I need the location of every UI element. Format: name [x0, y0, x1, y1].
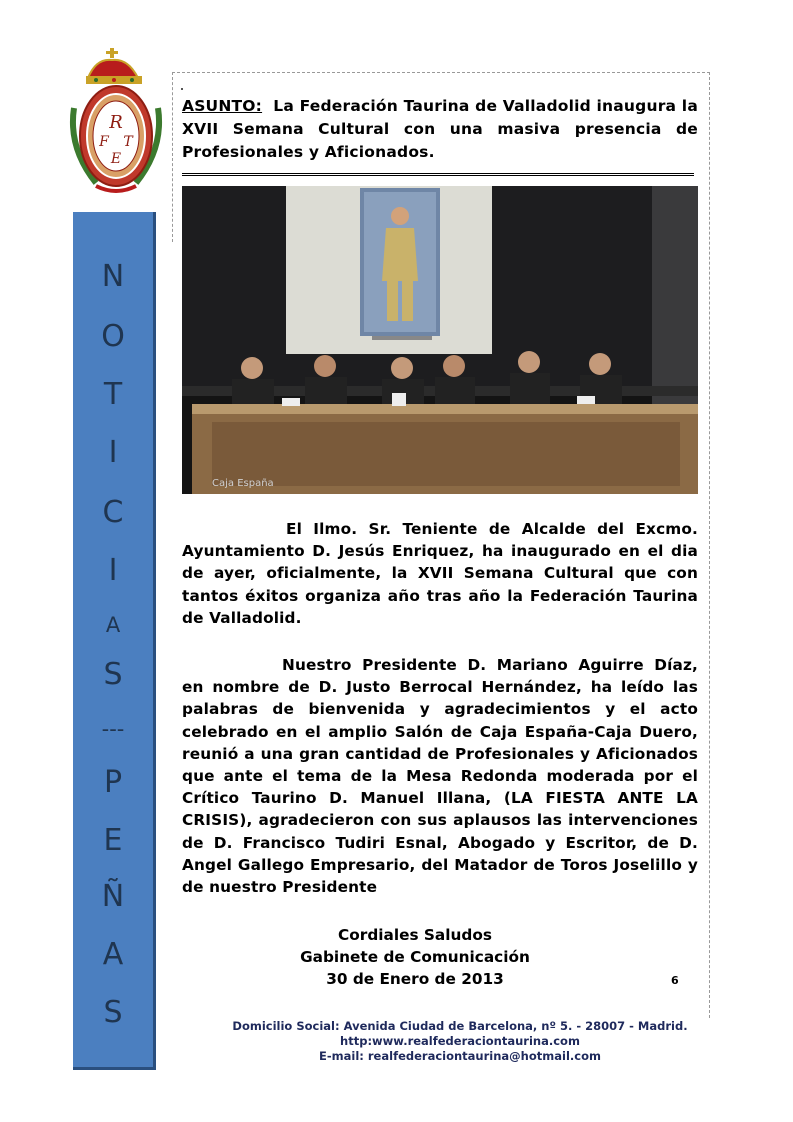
conference-photo-icon — [182, 186, 698, 494]
banner-letter: S — [103, 657, 123, 692]
photo-caption: Caja España — [212, 478, 274, 489]
crown-icon — [86, 48, 142, 84]
banner-letter: P — [103, 765, 123, 800]
footer-website[interactable]: http:www.realfederaciontaurina.com — [340, 1034, 580, 1048]
paragraph-1: El Ilmo. Sr. Teniente de Alcalde del Excmo. Ayuntamiento D. Jesús Enriquez, ha inaugurado en el dia de ayer, oficialmente, la XVII Semana Cultural que con tantos éxitos organiza año tras año la Federación Taurina de Valladolid. — [182, 520, 698, 627]
banner-letter: I — [108, 553, 118, 588]
banner-letter: A — [105, 613, 121, 637]
page-number: 6 — [671, 974, 679, 987]
emblem-letter: R — [109, 112, 123, 133]
banner-letter: C — [102, 495, 124, 530]
subject-divider — [182, 173, 694, 176]
noticias-penas-banner — [73, 212, 156, 1070]
banner-letter: E — [103, 823, 123, 858]
closing-department: Gabinete de Comunicación — [300, 948, 530, 966]
subject-text: La Federación Taurina de Valladolid inaugura la XVII Semana Cultural con una masiva presencia de Profesionales y Aficionados. — [182, 97, 698, 161]
banner-letter: Ñ — [101, 879, 125, 914]
svg-text:E: E — [110, 151, 122, 167]
svg-text:F: F — [99, 134, 109, 150]
banner-letter: T — [103, 377, 123, 412]
content-frame-left-edge — [172, 72, 173, 242]
closing-greeting: Cordiales Saludos — [338, 926, 492, 944]
footer-email[interactable]: E-mail: realfederaciontaurina@hotmail.com — [319, 1049, 601, 1063]
subject-label: ASUNTO: — [182, 97, 263, 115]
banner-letter: S — [103, 995, 123, 1030]
banner-letter: O — [101, 319, 125, 354]
subject-heading — [182, 95, 698, 164]
banner-letter: --- — [101, 717, 125, 741]
stray-dot — [181, 88, 183, 90]
footer-address: Domicilio Social: Avenida Ciudad de Barcelona, nº 5. - 28007 - Madrid. — [232, 1019, 688, 1033]
banner-letter: I — [108, 435, 118, 470]
svg-text:T: T — [123, 134, 133, 150]
banner-letter: N — [101, 259, 125, 294]
banner-letter: A — [102, 937, 124, 972]
royal-federation-crest-icon — [66, 48, 166, 198]
paragraph-2: Nuestro Presidente D. Mariano Aguirre Díaz, en nombre de D. Justo Berrocal Hernández, ha leído las palabras de bienvenida y agradecimientos y el acto celebrado en el amplio Salón de Caja España-Caja Duero, reunió a una gran cantidad de Profesionales y Aficionados que ante el tema de la Mesa Redonda moderada por el Crítico Taurino D. Manuel Illana, (LA FIESTA ANTE LA CRISIS), agradecieron con sus aplausos las intervenciones de D. Francisco Tudiri Esnal, Abogado y Escritor, de D. Angel Gallego Empresario, del Matador de Toros Joselillo y de nuestro Presidente — [182, 656, 698, 897]
closing-date: 30 de Enero de 2013 — [326, 970, 504, 988]
